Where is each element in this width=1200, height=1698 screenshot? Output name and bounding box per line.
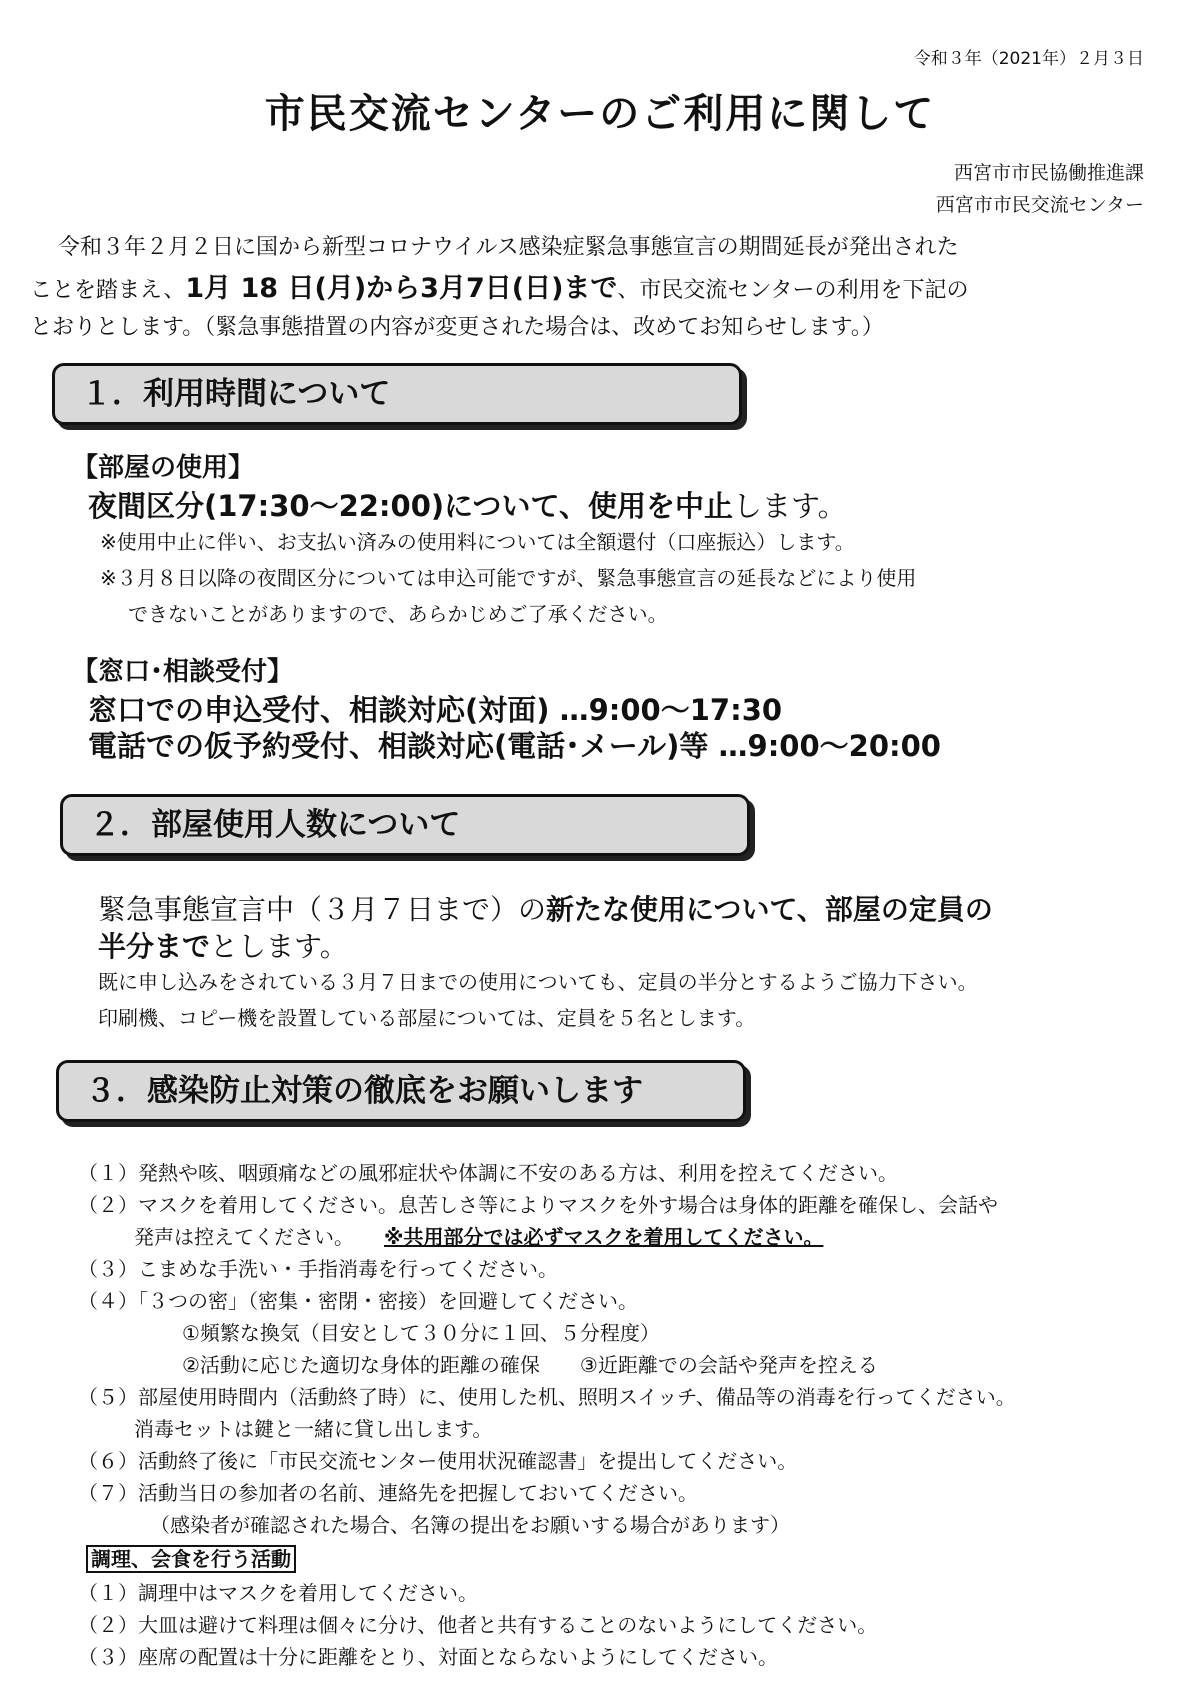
section-2-heading: ２．部屋使用人数について (60, 794, 750, 856)
rule-1: （１）発熱や咳、咽頭痛などの風邪症状や体調に不安のある方は、利用を控えてください。 (78, 1161, 898, 1185)
note-after-march-8-cont: できないことがありますので、あらかじめご了承ください。 (128, 602, 668, 626)
rule-3: （３）こまめな手洗い・手指消毒を行ってください。 (78, 1257, 558, 1281)
cooking-label: 調理、会食を行う活動 (86, 1543, 296, 1572)
rule-7: （７）活動当日の参加者の名前、連絡先を把握しておいてください。 (78, 1481, 698, 1505)
rule-4: （４）「３つの密」（密集・密閉・密接）を回避してください。 (78, 1289, 638, 1313)
rule-2-cont: 発声は控えてください。 ※共用部分では必ずマスクを着用してください。 (134, 1225, 824, 1249)
org-name-1: 西宮市市民協働推進課 (953, 162, 1144, 184)
window-label: 【窓口･相談受付】 (72, 657, 294, 687)
note-after-march-8: ※３月８日以降の夜間区分については申込可能ですが、緊急事態宣言の延長などにより使用 (100, 566, 917, 590)
cooking-rule-3: （３）座席の配置は十分に距離をとり、対面とならないようにしてください。 (78, 1645, 778, 1669)
section-3-heading: ３．感染防止対策の徹底をお願いします (56, 1060, 746, 1122)
rule-4-a: ①頻繁な換気（目安として３０分に１回、５分程度） (182, 1321, 660, 1345)
note-refund: ※使用中止に伴い、お支払い済みの使用料については全額還付（口座振込）します。 (100, 530, 855, 554)
intro-line-2: ことを踏まえ、1月 18 日(月)から3月7日(日)まで、市民交流センターの利用を下記の (30, 273, 969, 304)
intro-line-1: 令和３年２月２日に国から新型コロナウイルス感染症緊急事態宣言の期間延長が発出された (58, 235, 959, 260)
cooking-rule-1: （１）調理中はマスクを着用してください。 (78, 1581, 478, 1605)
rule-4-b: ②活動に応じた適切な身体的距離の確保 ③近距離での会話や発声を控える (182, 1353, 878, 1377)
page-title: 市民交流センターのご利用に関して (264, 91, 936, 137)
room-use-label: 【部屋の使用】 (72, 453, 255, 483)
rule-2: （２）マスクを着用してください。息苦しさ等によりマスクを外す場合は身体的距離を確保し、会話や (78, 1193, 998, 1217)
org-name-2: 西宮市市民交流センター (935, 194, 1144, 216)
capacity-note-2: 印刷機、コピー機を設置している部屋については、定員を５名とします。 (98, 1006, 756, 1030)
rule-5: （５）部屋使用時間内（活動終了時）に、使用した机、照明スイッチ、備品等の消毒を行ってください。 (78, 1385, 1016, 1409)
intro-line-3: とおりとします。（緊急事態措置の内容が変更された場合は、改めてお知らせします。） (30, 315, 884, 340)
rule-5-cont: 消毒セットは鍵と一緒に貸し出します。 (134, 1417, 493, 1441)
room-use-statement: 夜間区分(17:30～22:00)について、使用を中止します。 (88, 489, 847, 523)
period-highlight: 1月 18 日(月)から3月7日(日)まで (185, 273, 618, 304)
rule-6: （６）活動終了後に「市民交流センター使用状況確認書」を提出してください。 (78, 1449, 798, 1473)
section-1-heading: １．利用時間について (52, 363, 742, 425)
window-hours: 窓口での申込受付、相談対応(対面) …9:00～17:30 (88, 693, 783, 727)
rule-7-cont: （感染者が確認された場合、名簿の提出をお願いする場合があります） (150, 1513, 790, 1537)
issue-date: 令和３年（2021年）２月３日 (913, 49, 1144, 69)
capacity-note-1: 既に申し込みをされている３月７日までの使用についても、定員の半分とするようご協力下さい。 (98, 970, 978, 994)
mask-emphasis: ※共用部分では必ずマスクを着用してください。 (384, 1225, 824, 1249)
cooking-rule-2: （２）大皿は避けて料理は個々に分け、他者と共有することのないようにしてください。 (78, 1613, 878, 1637)
capacity-statement: 緊急事態宣言中（３月７日まで）の新たな使用について、部屋の定員の (98, 893, 993, 926)
phone-hours: 電話での仮予約受付、相談対応(電話･メール)等 …9:00～20:00 (88, 729, 941, 763)
capacity-statement-cont: 半分までとします。 (98, 930, 348, 963)
